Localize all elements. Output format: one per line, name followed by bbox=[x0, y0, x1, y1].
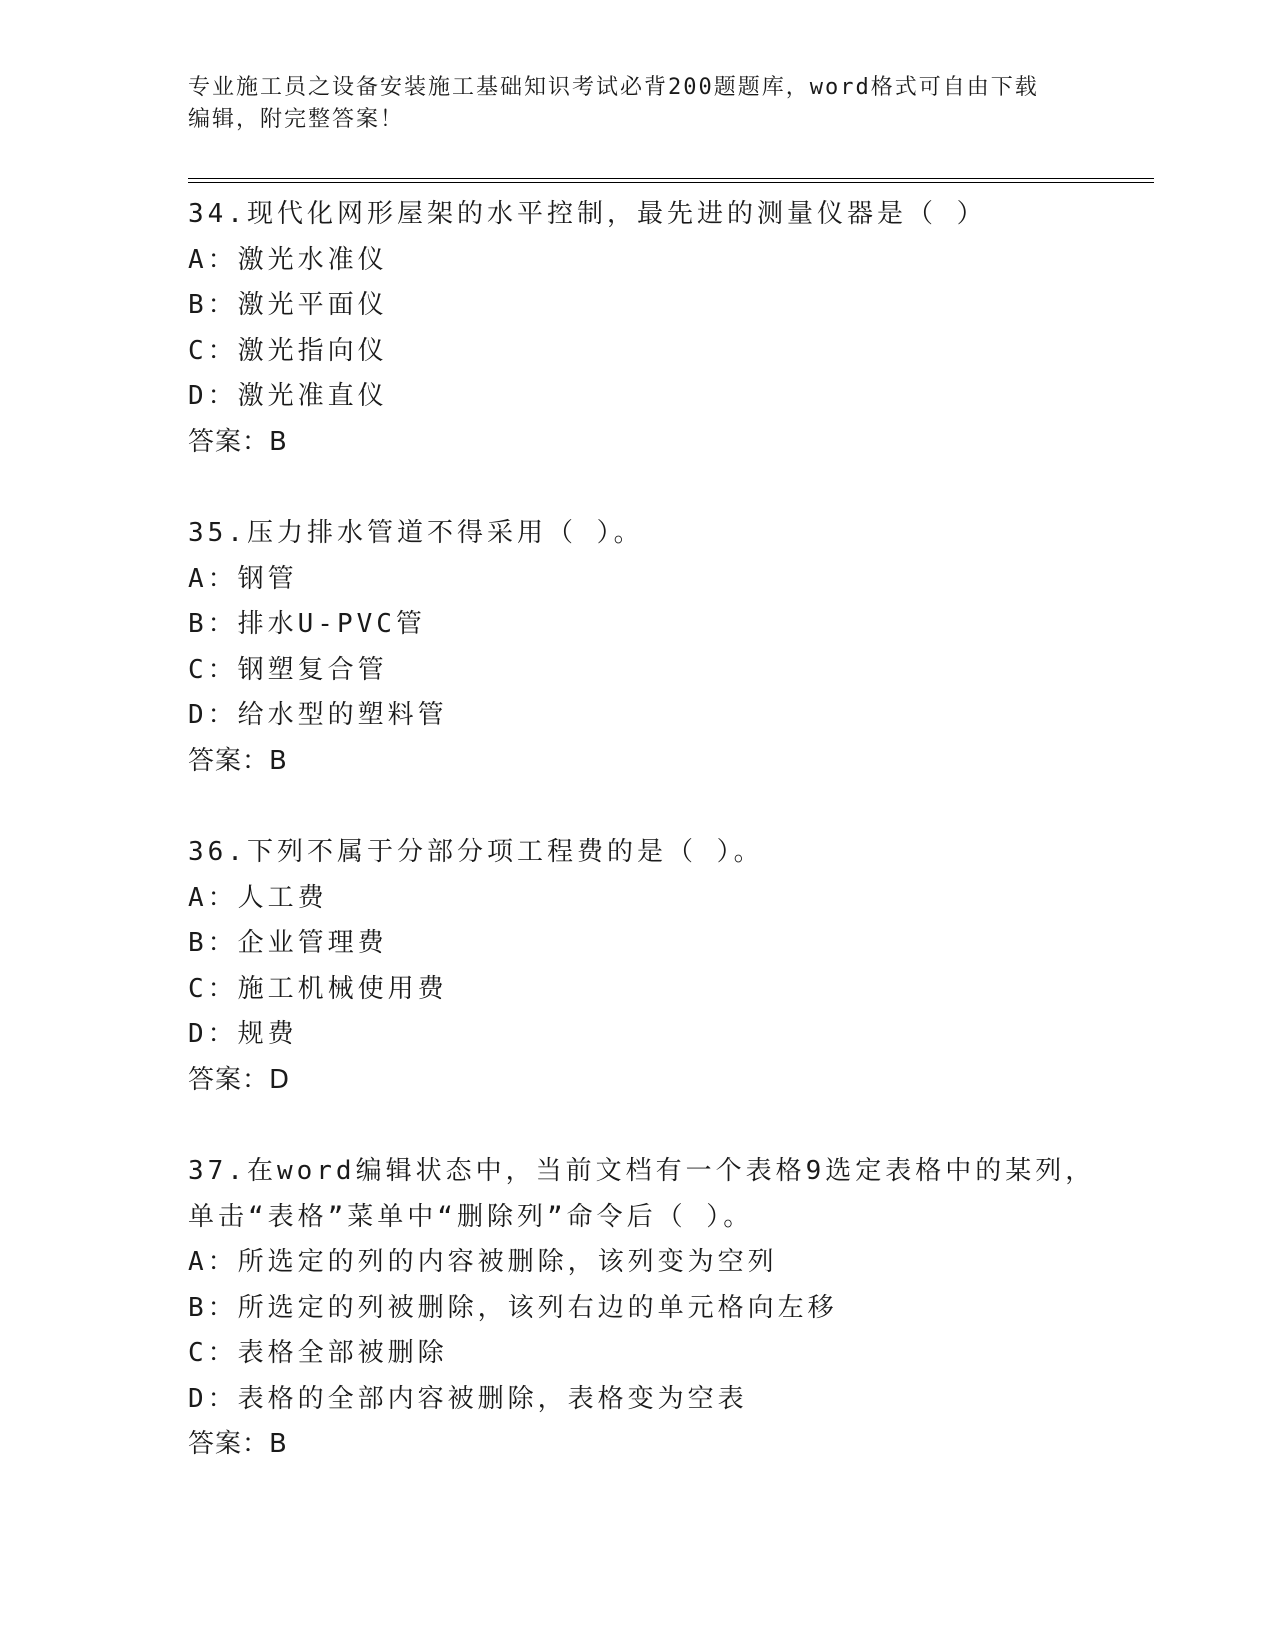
option-d: D：给水型的塑料管 bbox=[188, 700, 448, 730]
option-b: B：排水U-PVC管 bbox=[188, 609, 426, 639]
option-b: B：所选定的列被删除，该列右边的单元格向左移 bbox=[188, 1292, 838, 1323]
option-d: D：表格的全部内容被删除，表格变为空表 bbox=[188, 1383, 748, 1414]
option-a: A：钢管 bbox=[188, 563, 298, 594]
question-34 bbox=[188, 192, 1128, 465]
option-c: C：表格全部被删除 bbox=[188, 1338, 448, 1368]
option-a: A：所选定的列的内容被删除，该列变为空列 bbox=[188, 1247, 778, 1277]
answer: 答案：D bbox=[188, 1064, 291, 1095]
option-b: B：企业管理费 bbox=[188, 928, 388, 958]
question-37 bbox=[188, 1149, 1128, 1468]
question-36 bbox=[188, 830, 1128, 1103]
option-d: D：规费 bbox=[188, 1019, 298, 1049]
option-c: C：施工机械使用费 bbox=[188, 973, 448, 1004]
question-35 bbox=[188, 511, 1128, 784]
header-divider-bottom bbox=[188, 182, 1154, 183]
option-d: D：激光准直仪 bbox=[188, 381, 388, 411]
document-header bbox=[188, 72, 1088, 136]
question-stem: 35.压力排水管道不得采用（ ）。 bbox=[188, 518, 644, 548]
header-line-2: 编辑，附完整答案！ bbox=[188, 107, 405, 132]
option-c: C：钢塑复合管 bbox=[188, 654, 388, 685]
answer: 答案：B bbox=[188, 1429, 288, 1459]
answer: 答案：B bbox=[188, 426, 288, 457]
question-stem-line-1: 37.在word编辑状态中，当前文档有一个表格9选定表格中的某列， bbox=[188, 1156, 1096, 1186]
question-list bbox=[188, 192, 1128, 1468]
header-line-1: 专业施工员之设备安装施工基础知识考试必背200题题库，word格式可自由下载 bbox=[188, 75, 1039, 100]
question-stem: 34.现代化网形屋架的水平控制，最先进的测量仪器是（ ） bbox=[188, 199, 987, 229]
question-stem-line-2: 单击“表格”菜单中“删除列”命令后（ ）。 bbox=[188, 1201, 754, 1232]
question-stem: 36.下列不属于分部分项工程费的是（ ）。 bbox=[188, 837, 764, 867]
option-a: A：人工费 bbox=[188, 882, 328, 913]
option-a: A：激光水准仪 bbox=[188, 244, 388, 275]
option-b: B：激光平面仪 bbox=[188, 290, 388, 320]
header-divider-top bbox=[188, 178, 1154, 179]
option-c: C：激光指向仪 bbox=[188, 335, 388, 366]
answer: 答案：B bbox=[188, 745, 288, 776]
